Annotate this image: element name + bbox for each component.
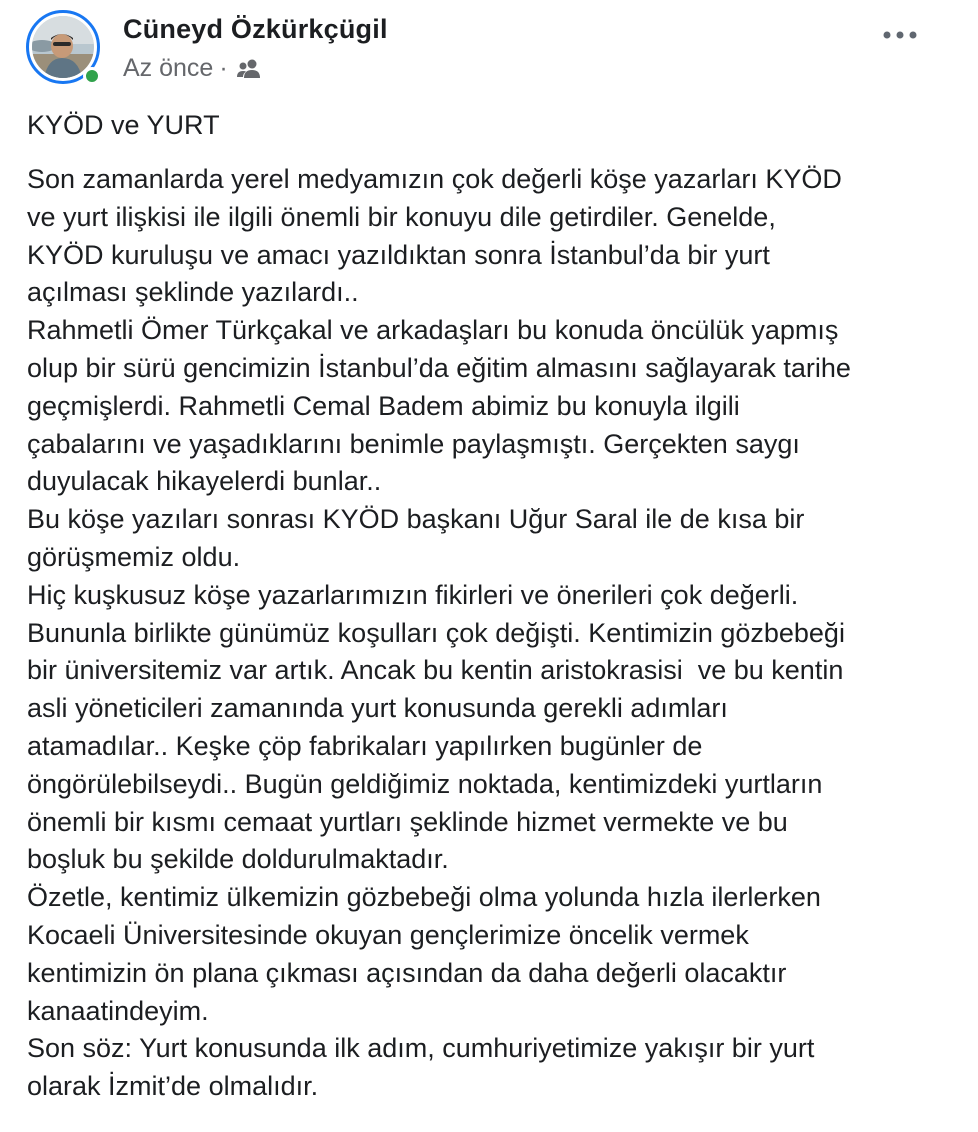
post-body-line: duyulacak hikayelerdi bunlar.. (27, 466, 382, 497)
friends-icon[interactable] (236, 58, 262, 80)
post-body-line: atamadılar.. Keşke çöp fabrikaları yapılırken bugünler de (27, 730, 703, 761)
post-body-line: kanaatindeyim. (27, 995, 209, 1026)
avatar[interactable] (26, 10, 106, 90)
more-horizontal-icon (883, 26, 917, 44)
post-body-line: görüşmemiz oldu. (27, 541, 241, 572)
post-body-line: bir üniversitemiz var artık. Ancak bu kentin aristokrasisi ve bu kentin (27, 655, 844, 686)
post-body-line: öngörülebilseydi.. Bugün geldiğimiz noktada, kentimizdeki yurtların (27, 768, 823, 799)
post-body-line: Son zamanlarda yerel medyamızın çok değerli köşe yazarları KYÖD (27, 164, 842, 194)
online-status-dot (83, 67, 101, 85)
post-meta (123, 54, 262, 83)
post-body-line: önemli bir kısmı cemaat yurtları şeklinde hizmet vermekte ve bu (27, 806, 788, 837)
post-body-line: ve yurt ilişkisi ile ilgili önemli bir konuyu dile getirdiler. Genelde, (27, 201, 776, 232)
post-body-line: KYÖD kuruluşu ve amacı yazıldıktan sonra İstanbul’da bir yurt (27, 239, 770, 270)
post-body-line: açılması şeklinde yazılardı.. (27, 277, 359, 308)
post-body-line: Bununla birlikte günümüz koşulları çok değişti. Kentimizin gözbebeği (27, 617, 845, 648)
post-timestamp[interactable]: Az önce (123, 54, 214, 82)
meta-separator: · (219, 54, 228, 82)
post-body-line: kentimizin ön plana çıkması açısından da daha değerli olacaktır (27, 957, 787, 988)
post-header (26, 10, 956, 86)
post-body-line: Kocaeli Üniversitesinde okuyan gençlerimize öncelik vermek (27, 919, 749, 950)
post-body-line: Bu köşe yazıları sonrası KYÖD başkanı Uğur Saral ile de kısa bir (27, 504, 805, 535)
post-body-line: boşluk bu şekilde doldurulmaktadır. (27, 844, 449, 875)
author-name[interactable]: Cüneyd Özkürkçügil (123, 14, 388, 44)
post-title: KYÖD ve YURT (27, 110, 220, 140)
post-body-line: asli yöneticileri zamanında yurt konusunda gerekli adımları (27, 693, 728, 724)
post-body-line: Hiç kuşkusuz köşe yazarlarımızın fikirleri ve önerileri çok değerli. (27, 579, 799, 610)
post-body-line: Özetle, kentimiz ülkemizin gözbebeği olma yolunda hızla ilerlerken (27, 882, 821, 913)
post-body-line: Son söz: Yurt konusunda ilk adım, cumhuriyetimize yakışır bir yurt (27, 1033, 815, 1064)
post-body-line: Rahmetli Ömer Türkçakal ve arkadaşları bu konuda öncülük yapmış (27, 315, 839, 346)
more-options-button[interactable] (880, 20, 920, 50)
post-body-line: çabalarını ve yaşadıklarını benimle paylaşmıştı. Gerçekten saygı (27, 428, 800, 459)
post-body (27, 161, 967, 1106)
post-body-line: olarak İzmit’de olmalıdır. (27, 1071, 319, 1102)
post-body-line: geçmişlerdi. Rahmetli Cemal Badem abimiz bu konuyla ilgili (27, 390, 740, 421)
post-body-line: olup bir sürü gencimizin İstanbul’da eğitim almasını sağlayarak tarihe (27, 352, 851, 383)
